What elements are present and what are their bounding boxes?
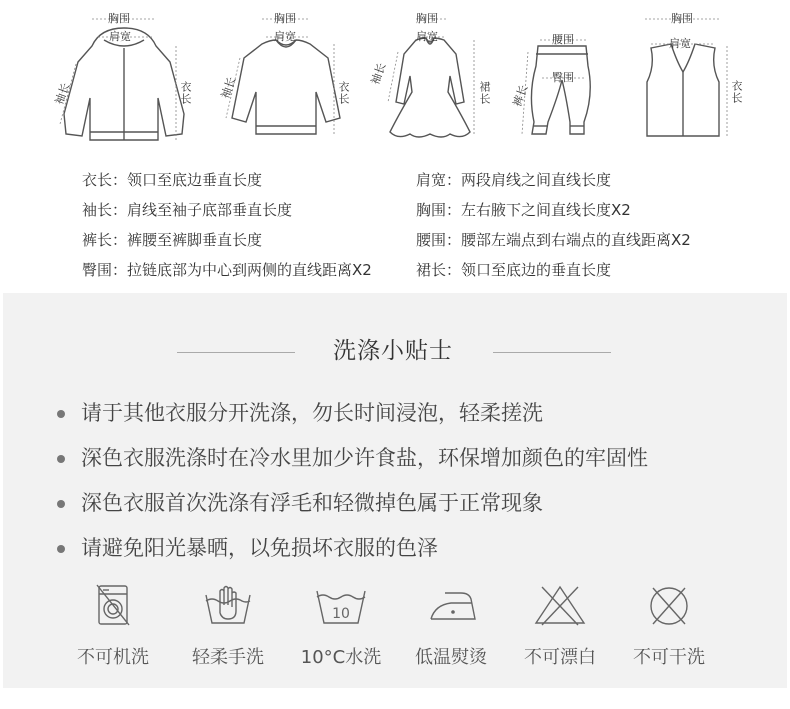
tips-title: 洗涤小贴士	[333, 338, 453, 364]
sweatshirt-illustration	[210, 6, 360, 156]
care-iron-low	[396, 583, 506, 669]
care-label: 轻柔手洗	[192, 647, 264, 668]
tips-header	[3, 335, 787, 367]
iron-low-icon	[421, 583, 481, 629]
shoulder-label: 肩宽	[416, 30, 438, 43]
definition-sleeve: 袖长：肩线至袖子底部垂直长度	[82, 201, 293, 219]
care-hand-wash	[173, 583, 283, 669]
washing-machine-crossed-icon	[83, 583, 143, 629]
sleeve-label: 袖长	[52, 81, 73, 107]
length-label: 衣长	[337, 81, 350, 105]
wash-tub-10-icon	[311, 583, 371, 629]
dress-illustration	[362, 6, 512, 156]
pants-length-label: 裤长	[510, 83, 531, 109]
measurement-definitions	[0, 168, 790, 288]
care-no-dry-clean	[614, 583, 724, 669]
chest-label: 胸围	[671, 12, 693, 25]
no-dry-clean-icon	[639, 583, 699, 629]
tip-item: 深色衣服洗涤时在冷水里加少许食盐，环保增加颜色的牢固性	[53, 443, 648, 488]
chest-label: 胸围	[108, 12, 130, 25]
hand-wash-icon	[198, 583, 258, 629]
title-divider-left	[177, 352, 295, 353]
length-label: 衣长	[179, 81, 192, 105]
definitions-right-column	[416, 168, 691, 288]
skirt-length-label: 裙长	[478, 81, 491, 105]
care-label: 不可机洗	[77, 647, 149, 668]
no-bleach-icon	[530, 583, 590, 629]
sleeve-label: 袖长	[218, 75, 239, 101]
hip-label: 臀围	[552, 71, 574, 84]
definition-pants: 裤长：裤腰至裤脚垂直长度	[82, 231, 263, 249]
tip-item: 请避免阳光暴晒，以免损坏衣服的色泽	[53, 533, 648, 578]
iron-dot	[451, 610, 455, 614]
care-symbols	[3, 583, 787, 673]
care-label: 10°C水洗	[300, 647, 382, 668]
wash-temperature-text: 10	[332, 606, 350, 622]
chest-label: 胸围	[274, 12, 296, 25]
chest-label: 胸围	[416, 12, 438, 25]
tip-item: 请于其他衣服分开洗涤，勿长时间浸泡，轻柔搓洗	[53, 398, 648, 443]
length-label: 衣长	[730, 80, 743, 104]
shoulder-label: 肩宽	[274, 30, 296, 43]
hoodie-illustration	[42, 6, 192, 156]
definition-shoulder: 肩宽：两段肩线之间直线长度	[416, 171, 612, 189]
shoulder-label: 肩宽	[109, 30, 131, 43]
care-wash-10c	[286, 583, 396, 669]
shoulder-label: 肩宽	[669, 37, 691, 50]
washing-tips-panel	[3, 293, 787, 688]
tip-item: 深色衣服首次洗涤有浮毛和轻微掉色属于正常现象	[53, 488, 648, 533]
tips-list	[53, 398, 648, 578]
care-no-machine-wash	[58, 583, 168, 669]
definition-chest: 胸围：左右腋下之间直线长度X2	[416, 201, 631, 219]
sleeve-label: 袖长	[368, 61, 389, 87]
waist-label: 腰围	[552, 33, 574, 46]
definition-waist: 腰围：腰部左端点到右端点的直线距离X2	[416, 231, 691, 249]
care-no-bleach	[505, 583, 615, 669]
definition-skirt: 裙长：领口至底边的垂直长度	[416, 261, 612, 279]
definitions-left-column	[82, 168, 372, 288]
title-divider-right	[493, 352, 611, 353]
care-label: 低温熨烫	[415, 647, 487, 668]
definition-hip: 臀围：拉链底部为中心到两侧的直线距离X2	[82, 261, 372, 279]
definition-length: 衣长：领口至底边垂直长度	[82, 171, 263, 189]
hoodie-drawing	[42, 6, 192, 156]
measurement-illustrations	[0, 0, 790, 160]
care-label: 不可漂白	[524, 647, 596, 668]
vest-illustration	[615, 6, 765, 156]
care-label: 不可干洗	[633, 647, 705, 668]
